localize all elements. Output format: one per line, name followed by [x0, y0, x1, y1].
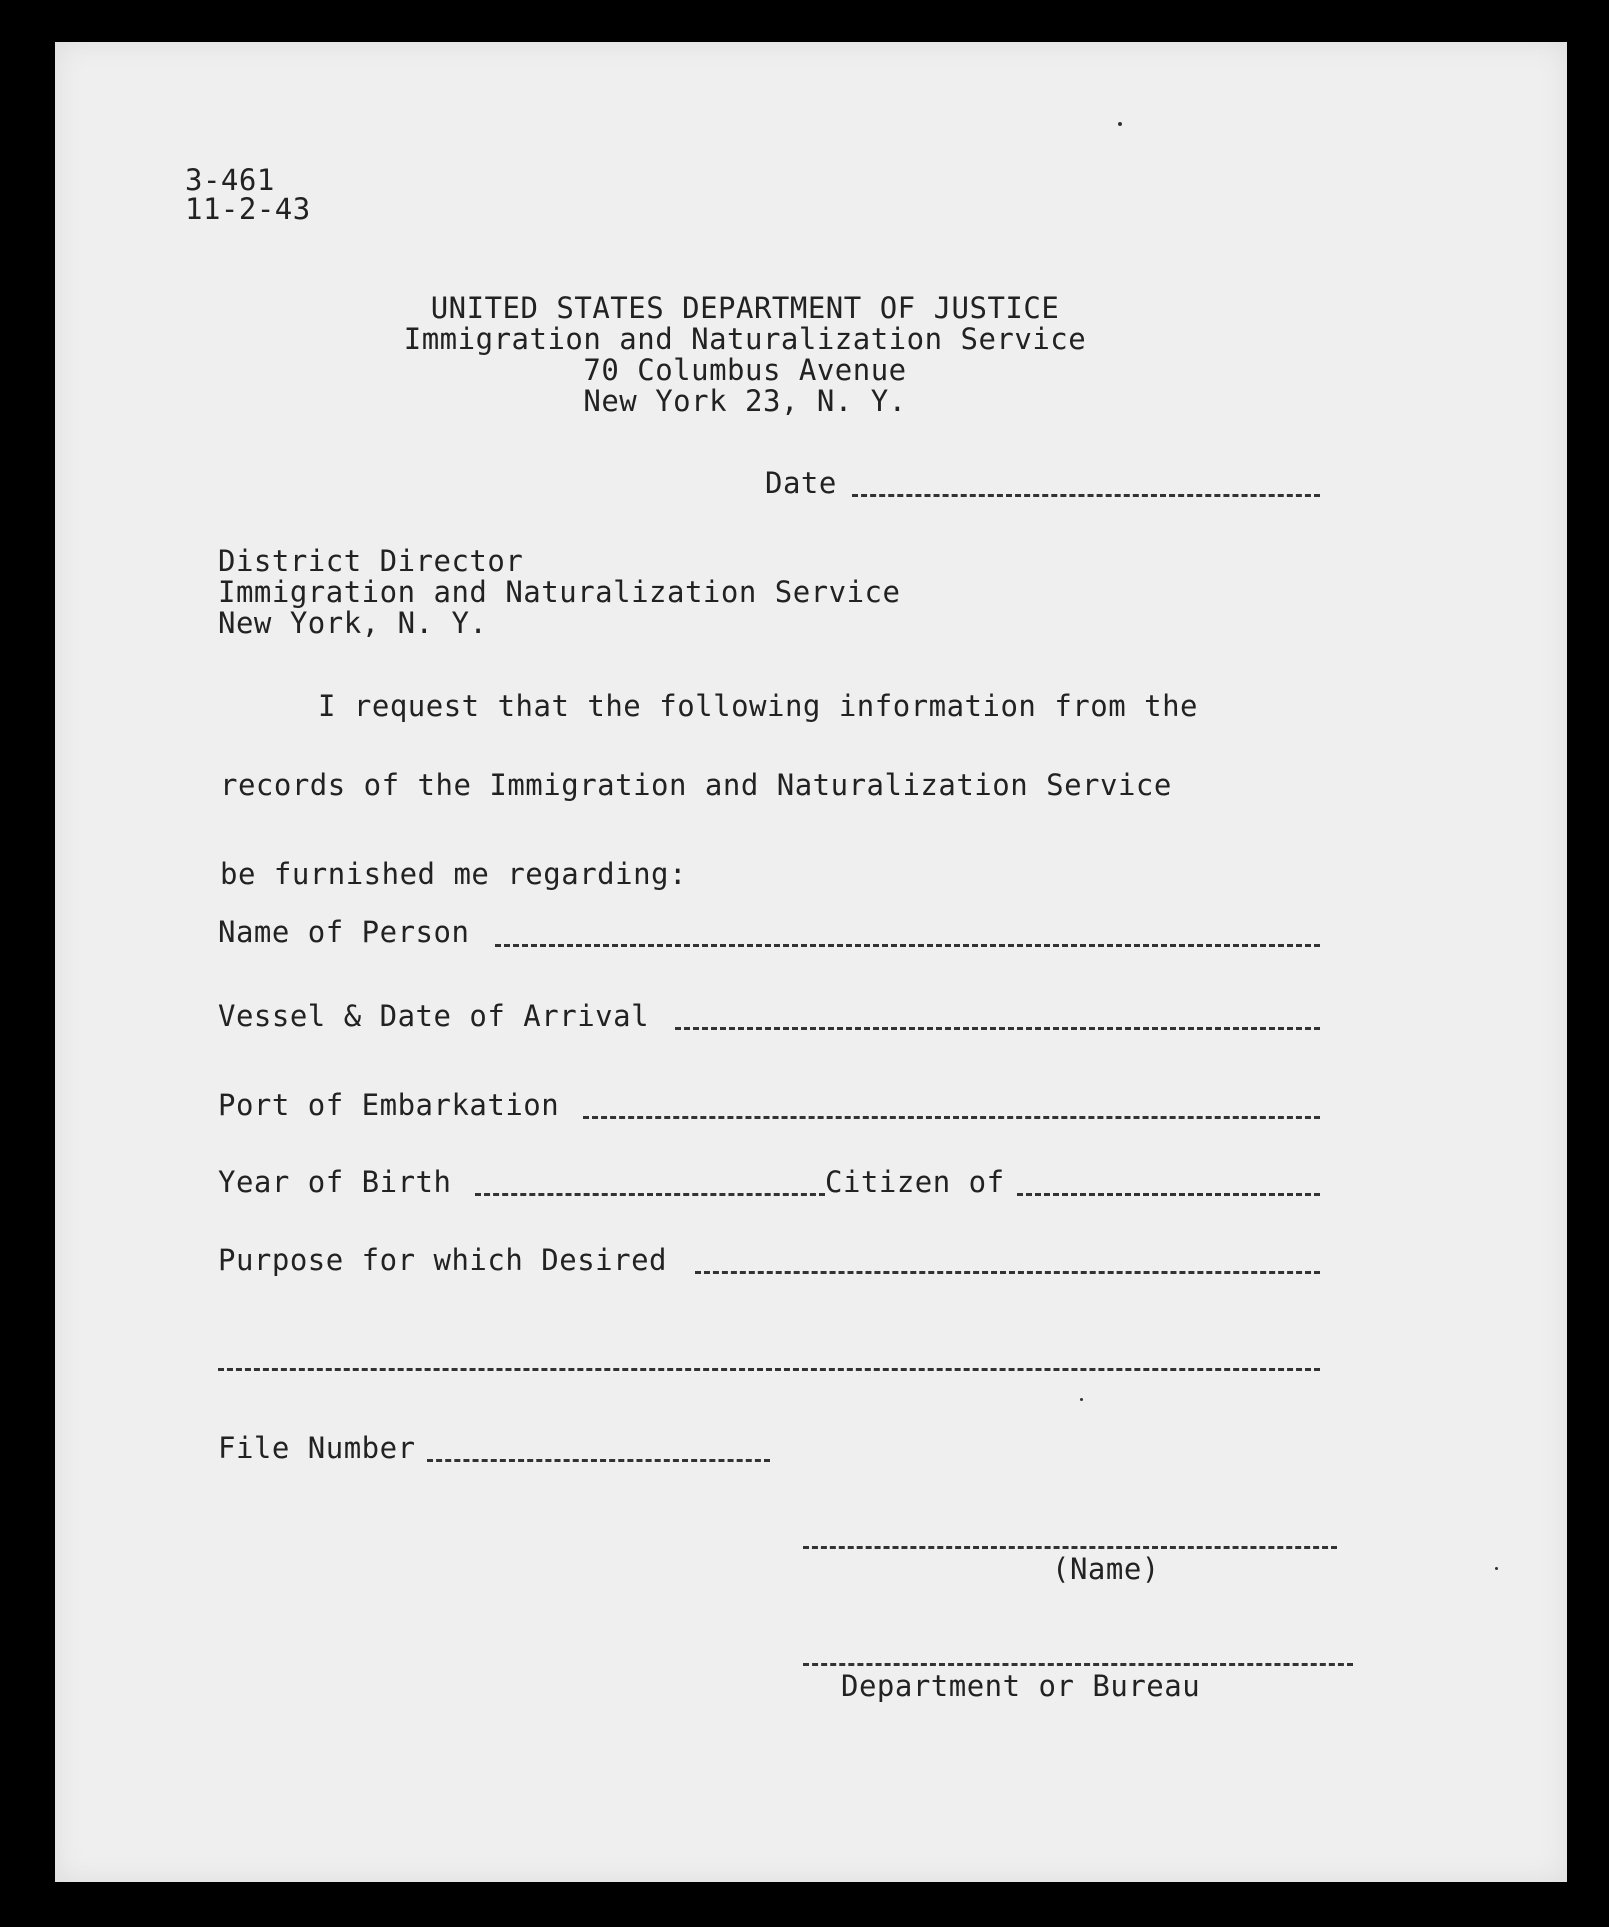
letterhead-city: New York 23, N. Y. [583, 384, 907, 418]
signature-name-caption: (Name) [1052, 1552, 1160, 1586]
signature-name-blank[interactable] [803, 1546, 1337, 1549]
addressee-title: District Director [218, 544, 524, 578]
date-label: Date [765, 466, 837, 500]
letterhead-street: 70 Columbus Avenue [583, 353, 907, 387]
request-line-3: be furnished me regarding: [220, 857, 687, 891]
department-caption: Department or Bureau [841, 1669, 1201, 1703]
file-number-blank[interactable] [427, 1459, 770, 1462]
file-number-label: File Number [218, 1431, 416, 1465]
scan-speck [1495, 1567, 1498, 1570]
form-revision-date: 11-2-43 [185, 192, 311, 226]
addressee-city: New York, N. Y. [218, 606, 488, 640]
port-embarkation-blank[interactable] [583, 1116, 1320, 1119]
port-embarkation-label: Port of Embarkation [218, 1088, 560, 1122]
purpose-label: Purpose for which Desired [218, 1243, 667, 1277]
request-line-1: I request that the following information from the [318, 689, 1199, 723]
letterhead-agency: UNITED STATES DEPARTMENT OF JUSTICE [430, 291, 1060, 325]
addressee-service: Immigration and Naturalization Service [218, 575, 901, 609]
letterhead-service: Immigration and Naturalization Service [403, 322, 1087, 356]
vessel-arrival-label: Vessel & Date of Arrival [218, 999, 650, 1033]
purpose-blank[interactable] [695, 1271, 1320, 1274]
citizen-of-blank[interactable] [1017, 1193, 1320, 1196]
citizen-of-label: Citizen of [825, 1165, 1005, 1199]
scan-speck [1080, 1398, 1083, 1401]
year-of-birth-label: Year of Birth [218, 1165, 452, 1199]
form-page [55, 42, 1567, 1882]
vessel-arrival-blank[interactable] [675, 1027, 1320, 1030]
form-number: 3-461 [185, 163, 275, 197]
name-of-person-blank[interactable] [495, 944, 1320, 947]
scan-speck [1118, 122, 1122, 126]
name-of-person-label: Name of Person [218, 915, 470, 949]
department-blank[interactable] [803, 1663, 1353, 1666]
year-of-birth-blank[interactable] [475, 1193, 825, 1196]
purpose-continuation-blank[interactable] [218, 1368, 1320, 1371]
request-line-2: records of the Immigration and Naturalization Service [220, 768, 1172, 802]
date-blank[interactable] [852, 494, 1320, 497]
